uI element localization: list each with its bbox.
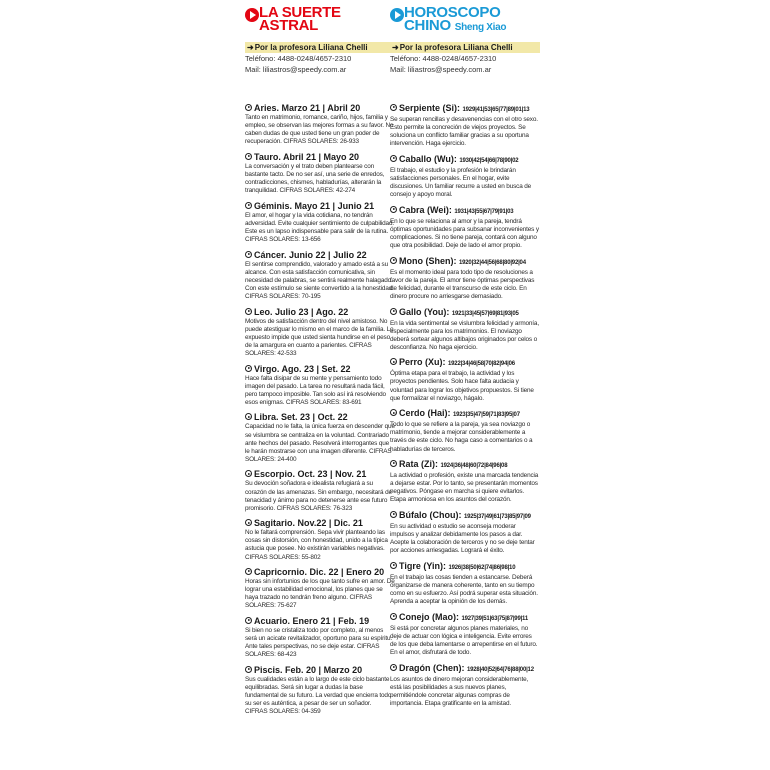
sign-heading xyxy=(245,518,395,529)
sign-name: Caballo (Wu): xyxy=(399,153,457,164)
sign-heading xyxy=(245,201,395,212)
sign-text: Si está por concretar algunos planes materiales, no deje de actuar con lógica e inteligencia. Evite errores de los que deba lamentarse o arrepentirse en el futuro. En el amor, disfrutará de todo. xyxy=(390,624,538,657)
astral-byline-text: Por la profesora Liliana Chelli xyxy=(254,43,368,52)
sign-text: La conversación y el trato deben plantearse con bastante tacto. De no ser así, una serie de enredos, contradicciones, chismes, habladurías, alterarán la tranquilidad. CIFRAS SOLARES: 42-274 xyxy=(245,162,385,195)
circle-arrow-icon xyxy=(390,257,397,264)
sign-dates: Feb. 20 | Marzo 20 xyxy=(285,664,363,675)
chinese-byline-text: Por la profesora Liliana Chelli xyxy=(399,43,513,52)
sign-entry xyxy=(390,103,540,148)
sign-name: Aries. xyxy=(254,103,280,113)
sign-years: 1924|36|48|60|72|84|96|08 xyxy=(440,463,508,470)
chinese-title-line2 xyxy=(404,19,506,35)
sign-heading xyxy=(390,663,540,676)
sign-heading xyxy=(245,364,395,375)
chinese-title-sub: Sheng Xiao xyxy=(454,22,507,33)
sign-text: El sentirse comprendido, valorado y amado está a su alcance. Con esta satisfacción comunicativa, sin necesidad de palabras, se sentirá realmente halagado. Con este estímulo se siente convertido a la honestidad. CIFRAS SOLARES: 70-195 xyxy=(245,260,394,300)
sign-text: En la vida sentimental se vislumbra felicidad y armonía, especialmente para los matrimonios. El noviazgo deberá sortear algunos altibajos originados por celos o desconfianza. No haga ejercicio. xyxy=(390,319,539,351)
sign-entry xyxy=(245,518,395,561)
sign-entry xyxy=(390,154,540,199)
sign-text: La actividad o profesión, existe una marcada tendencia a dejarse estar. Por lo tanto, se presentarán momentos negativos. Póngase en marcha si quiere evitarlos. Etapa armoniosa en los asuntos del corazón. xyxy=(390,472,539,504)
sign-text: El trabajo, el estudio y la profesión le brindarán satisfacciones personales. En el hogar, evite discusiones. Un familiar recurre a usted en busca de consejo y apoyo moral. xyxy=(390,166,532,199)
circle-arrow-icon xyxy=(390,511,397,518)
sign-dates: Enero 21 | Feb. 19 xyxy=(292,616,370,627)
sign-heading xyxy=(245,469,395,480)
circle-arrow-icon xyxy=(390,562,397,569)
circle-arrow-icon xyxy=(390,409,397,416)
sign-text: Si bien no se cristaliza todo por completo, al menos será un acicate revitalizador, oportuno para su espíritu. Ante tales perspectivas, no se deje estar. CIFRAS SOLARES: 68-423 xyxy=(245,627,393,659)
sign-entry xyxy=(390,561,540,606)
sign-heading xyxy=(390,103,540,116)
sign-heading xyxy=(390,561,540,574)
astral-header xyxy=(245,6,395,34)
sign-dates: Abril 21 | Mayo 20 xyxy=(283,151,360,162)
sign-text: Capacidad no le falta, la única fuerza en descender que se vislumbra se centraliza en la voluntad. Contrariado ante hechos del pasado. Resolverá interrogantes que le harán mostrarse con una imagen diferente. CIFRAS SOLARES: 24-400 xyxy=(245,423,395,463)
sign-entry xyxy=(245,665,395,716)
sign-dates: Marzo 21 | Abril 20 xyxy=(281,103,361,113)
sign-text: No le faltará comprensión. Sepa vivir planteando las cosas sin distorsión, con honestidad, unido a la típica astucia que posee. No existirán variables negativas. CIFRAS SOLARES: 55-802 xyxy=(245,529,388,561)
sign-heading xyxy=(390,154,540,167)
chinese-column xyxy=(390,6,540,766)
sign-heading xyxy=(245,412,395,423)
sign-heading xyxy=(390,408,540,421)
chinese-title-main: CHINO xyxy=(404,17,451,34)
astral-mail[interactable]: Mail: liliastros@speedy.com.ar xyxy=(245,65,347,74)
sign-dates: Mayo 21 | Junio 21 xyxy=(294,200,375,211)
chinese-title-line1: HOROSCOPO xyxy=(404,6,501,21)
astral-sign-list xyxy=(245,103,395,716)
sign-dates: Julio 23 | Ago. 22 xyxy=(275,306,349,317)
sign-entry xyxy=(245,103,395,146)
sign-text: Sus cualidades están a lo largo de este ciclo bastante equilibradas. Será sin lugar a dudas la base fundamental de su futuro. La verdad que encierra todo su ser es auténtica, a pesar de ser un soñador. CIFRAS SOLARES: 04-359 xyxy=(245,675,392,716)
circle-arrow-icon xyxy=(390,308,397,315)
sign-entry xyxy=(390,510,540,555)
sign-name: Acuario. xyxy=(254,616,291,627)
sign-heading xyxy=(245,307,395,318)
circle-arrow-icon xyxy=(245,365,252,372)
right-arrow-icon: ➜ xyxy=(247,43,254,52)
sign-name: Sagitario. xyxy=(254,518,296,529)
sign-text: En lo que se relaciona al amor y la pareja, tendrá óptimas oportunidades para subsanar inconvenientes y complicaciones. Si no tiene pareja, contará con alguno que otra posibilidad. Deje de lado el amor propio. xyxy=(390,217,539,250)
sign-entry xyxy=(390,408,540,453)
sign-name: Mono (Shen): xyxy=(399,255,457,266)
circle-arrow-icon xyxy=(245,617,252,624)
astral-phone: Teléfono: 4488-0248/4657-2310 xyxy=(245,54,352,63)
sign-text: Es el momento ideal para todo tipo de resoluciones a favor de la pareja. El amor tiene óptimas perspectivas de felicidad, durante el transcurso de este ciclo. En dinero procure no arriesgarse demasiado. xyxy=(390,268,535,300)
sign-heading xyxy=(245,567,395,578)
sign-name: Piscis. xyxy=(254,664,283,675)
circle-arrow-icon xyxy=(245,104,252,111)
sign-name: Cáncer. xyxy=(254,249,287,260)
sign-heading xyxy=(245,103,395,114)
play-arrow-icon xyxy=(245,8,259,22)
sign-entry xyxy=(390,256,540,301)
sign-name: Capricornio. xyxy=(254,567,308,578)
circle-arrow-icon xyxy=(245,308,252,315)
sign-text: Se superan rencillas y desavenencias con el otro sexo. Esto permite la concreción de viejos proyectos. Se soluciona un conflicto familiar gracias a su oportuna intervención. Haga ejercicio. xyxy=(390,116,538,148)
right-arrow-icon: ➜ xyxy=(392,43,399,52)
sign-entry xyxy=(245,201,395,244)
sign-entry xyxy=(390,663,540,708)
circle-arrow-icon xyxy=(390,613,397,620)
sign-text: Óptima etapa para el trabajo, la actividad y los proyectos pendientes. Solo hace falta audacia y voluntad para lograr los objetivos propuestos. Si tiene que formalizar el noviazgo, hágalo. xyxy=(390,370,534,402)
circle-arrow-icon xyxy=(245,568,252,575)
circle-arrow-icon xyxy=(390,460,397,467)
circle-arrow-icon xyxy=(245,666,252,673)
circle-arrow-icon xyxy=(390,664,397,671)
sign-heading xyxy=(390,510,540,523)
sign-entry xyxy=(390,357,540,402)
sign-years: 1922|34|46|58|70|82|94|06 xyxy=(448,361,515,368)
sign-heading xyxy=(390,205,540,218)
sign-name: Escorpio. xyxy=(254,469,296,480)
sign-years: 1930|42|54|66|78|90|02 xyxy=(459,157,519,164)
sign-years: 1928|40|52|64|76|88|00|12 xyxy=(467,666,534,673)
circle-arrow-icon xyxy=(245,470,252,477)
sign-heading xyxy=(245,152,395,163)
sign-dates: Ago. 23 | Set. 22 xyxy=(281,363,351,374)
circle-arrow-icon xyxy=(390,206,397,213)
circle-arrow-icon xyxy=(245,153,252,160)
sign-heading xyxy=(390,256,540,269)
sign-name: Cabra (Wei): xyxy=(399,204,452,215)
circle-arrow-icon xyxy=(390,155,397,162)
circle-arrow-icon xyxy=(245,519,252,526)
sign-entry xyxy=(245,250,395,301)
sign-name: Géminis. xyxy=(254,200,293,211)
sign-name: Dragón (Chen): xyxy=(399,662,465,673)
sign-name: Leo. xyxy=(254,306,273,317)
astral-column xyxy=(245,6,395,766)
sign-entry xyxy=(245,616,395,659)
sign-entry xyxy=(390,205,540,250)
sign-years: 1925|37|49|61|73|85|97|09 xyxy=(464,514,531,520)
sign-name: Búfalo (Chou): xyxy=(399,510,462,520)
play-arrow-icon xyxy=(390,8,404,22)
sign-text: El amor, el hogar y la vida cotidiana, no tendrán adversidad. Evite cualquier sentimiento de culpabilidad. Este es un lapso indispensable para salir de la rutina. CIFRAS SOLARES: 13-656 xyxy=(245,211,394,244)
sign-entry xyxy=(245,412,395,463)
sign-years: 1923|35|47|59|71|83|95|07 xyxy=(453,412,520,419)
sign-dates: Set. 23 | Oct. 22 xyxy=(281,412,348,423)
sign-name: Virgo. xyxy=(254,363,280,374)
circle-arrow-icon xyxy=(390,104,397,111)
sign-text: Tanto en matrimonio, romance, cariño, hijos, familia y empleo, se observan las mejores formas a su favor. No caben dudas de que usted tiene un gran poder de recuperación. CIFRAS SOLARES: 26-933 xyxy=(245,114,394,146)
sign-heading xyxy=(245,250,395,261)
sign-name: Tauro. xyxy=(254,151,281,162)
sign-entry xyxy=(245,152,395,195)
sign-text: Los asuntos de dinero mejoran considerablemente, está las posibilidades a sus nuevos planes, permitiéndole concretar algunas compras de importancia. Etapa gratificante en la amistad. xyxy=(390,675,529,707)
sign-dates: Nov.22 | Dic. 21 xyxy=(297,518,363,529)
sign-years: 1926|38|50|62|74|86|98|10 xyxy=(448,564,516,571)
sign-dates: Oct. 23 | Nov. 21 xyxy=(297,469,367,480)
sign-text: Horas sin infortunios de los que tanto sufre en amor. De lograr una estabilidad emocional, los planes que se haya trazado no tendrán freno alguno. CIFRAS SOLARES: 75-627 xyxy=(245,578,395,610)
sign-years: 1927|39|51|63|75|87|99|11 xyxy=(461,615,529,622)
sign-heading xyxy=(390,612,540,625)
sign-text: En su actividad o estudio se aconseja moderar impulsos y analizar debidamente los pasos a dar. Acepte la colaboración de terceros y no se deje tentar por acciones arriesgadas. Logrará el éxito. xyxy=(390,523,535,555)
sign-years: 1921|33|45|57|69|81|93|05 xyxy=(451,310,519,317)
chinese-header xyxy=(390,6,540,34)
sign-years: 1920|32|44|56|68|80|92|04 xyxy=(459,259,526,266)
sign-name: Conejo (Mao): xyxy=(399,611,459,622)
sign-years: 1929|41|53|65|77|89|01|13 xyxy=(462,107,530,113)
sign-entry xyxy=(245,307,395,358)
sign-entry xyxy=(245,567,395,610)
sign-dates: Dic. 22 | Enero 20 xyxy=(309,567,385,578)
sign-name: Cerdo (Hai): xyxy=(399,408,451,419)
circle-arrow-icon xyxy=(390,358,397,365)
circle-arrow-icon xyxy=(245,251,252,258)
sign-entry xyxy=(390,307,540,352)
circle-arrow-icon xyxy=(245,413,252,420)
sign-text: Todo lo que se refiere a la pareja, ya sea noviazgo o matrimonio, tiende a mejorar considerablemente a través de este ciclo. No haga caso a comentarios o a habladurías de terceros. xyxy=(390,421,533,453)
chinese-sign-list xyxy=(390,103,540,708)
sign-heading xyxy=(390,307,540,320)
sign-heading xyxy=(245,665,395,676)
astral-title-line1: LA SUERTE xyxy=(259,6,341,21)
sign-text: Motivos de satisfacción dentro del nivel amistoso. No puede atestiguar lo mismo en el marco de la familia. Lo expuesto impide que usted sienta hundirse en el peso de la amargura en cuanto a parientes. CIFRAS SOLARES: 42-533 xyxy=(245,317,394,357)
sign-name: Rata (Zi): xyxy=(399,459,438,470)
sign-text: Hace falta disipar de su mente y pensamiento todo imagen del pasado. La tarea no resultará nada fácil, pero tampoco imposible. Tan solo así irá resolviendo esos enigmas. CIFRAS SOLARES: 83-691 xyxy=(245,374,386,406)
astral-title-line2: ASTRAL xyxy=(259,17,319,34)
sign-name: Gallo (You): xyxy=(399,306,450,317)
sign-heading xyxy=(245,616,395,627)
sign-heading xyxy=(390,357,540,370)
sign-years: 1931|43|55|67|79|91|03 xyxy=(454,208,514,215)
sign-text: En el trabajo las cosas tienden a estancarse. Deberá organizarse de manera coherente, tanto en su tiempo como en su esfuerzo. Así podrá superar esta situación. Aprenda a aceptar la opinión de los demás. xyxy=(390,573,538,606)
sign-heading xyxy=(390,459,540,472)
sign-dates: Junio 22 | Julio 22 xyxy=(289,249,367,260)
sign-name: Serpiente (Si): xyxy=(399,103,461,113)
sign-name: Libra. xyxy=(254,412,279,423)
sign-entry xyxy=(390,459,540,504)
chinese-mail[interactable]: Mail: liliastros@speedy.com.ar xyxy=(390,65,492,74)
circle-arrow-icon xyxy=(245,202,252,209)
sign-name: Perro (Xu): xyxy=(399,357,446,368)
sign-entry xyxy=(245,364,395,407)
sign-text: Su devoción soñadora e idealista refugiará a su corazón de las amenazas. Sin embargo, necesitará de tenacidad y ánimo para no detenerse ante ese futuro promisorio. CIFRAS SOLARES: 76-323 xyxy=(245,480,392,512)
astral-byline xyxy=(245,42,395,53)
chinese-phone: Teléfono: 4488-0248/4657-2310 xyxy=(390,54,497,63)
chinese-byline xyxy=(390,42,540,53)
sign-entry xyxy=(390,612,540,657)
sign-name: Tigre (Yin): xyxy=(399,560,446,571)
sign-entry xyxy=(245,469,395,512)
